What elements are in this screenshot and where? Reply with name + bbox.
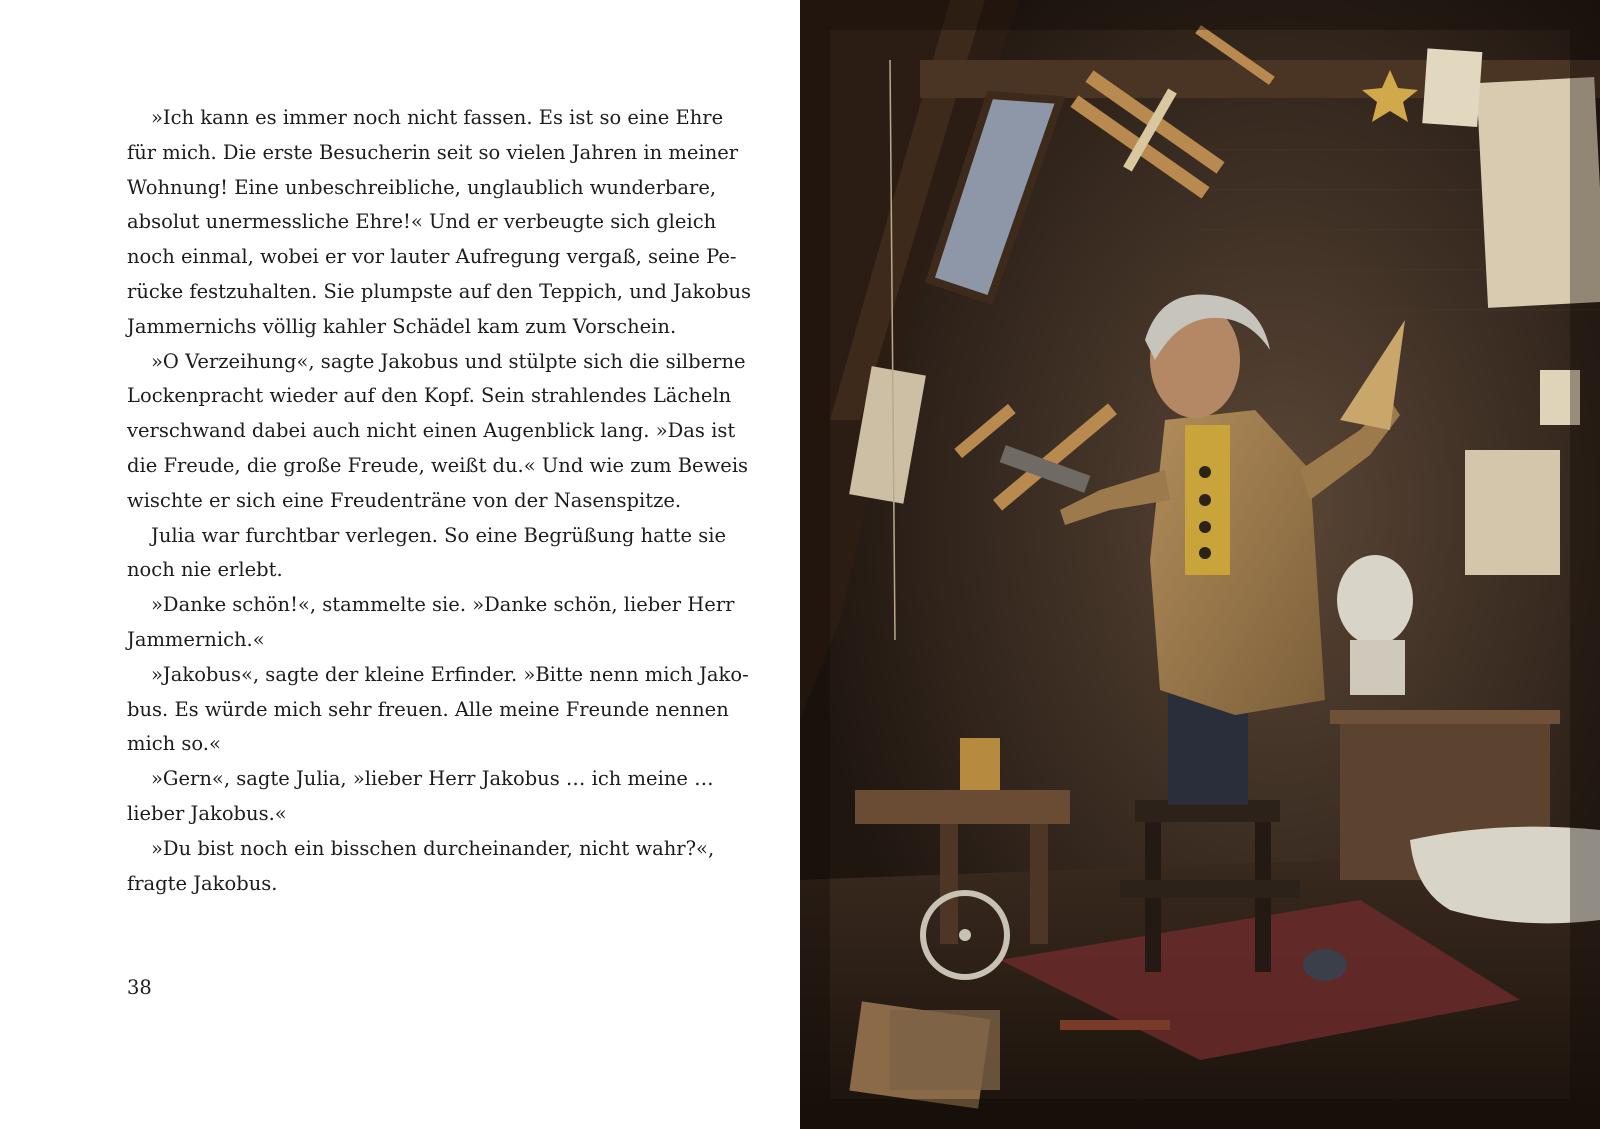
coat-button <box>1199 494 1211 506</box>
text-line: lieber Jakobus.« <box>127 801 287 825</box>
text-line: für mich. Die erste Besucherin seit so vielen Jahren in meiner <box>127 140 739 164</box>
text-line: Jammernichs völlig kahler Schädel kam zum Vorschein. <box>127 314 677 338</box>
paragraph <box>127 345 749 519</box>
text-line: noch einmal, wobei er vor lauter Aufregung vergaß, seine Pe- <box>127 245 737 269</box>
text-line: »Danke schön!«, stammelte sie. »Danke schön, lieber Herr <box>151 593 735 617</box>
text-line: »Du bist noch ein bisschen durcheinander, nicht wahr?«, <box>151 836 715 860</box>
brass-can <box>960 738 1000 790</box>
cabinet-top <box>1330 710 1560 724</box>
wheel-hub <box>959 929 971 941</box>
text-line: Jammernich.« <box>127 627 265 651</box>
toy-bird <box>1303 949 1347 981</box>
story-text <box>127 101 752 901</box>
text-line: wischte er sich eine Freudenträne von der Nasenspitze. <box>127 488 682 512</box>
workbench-leg-right <box>1030 824 1048 944</box>
paragraph <box>127 658 749 762</box>
paragraph <box>127 762 714 832</box>
attic-illustration <box>800 0 1600 1129</box>
paragraph <box>127 588 735 658</box>
stool-step <box>1120 880 1300 898</box>
screwdriver <box>1060 1020 1170 1030</box>
text-line: »O Verzeihung«, sagte Jakobus und stülpte sich die silberne <box>151 349 746 373</box>
text-line: »Ich kann es immer noch nicht fassen. Es ist so eine Ehre <box>151 106 724 129</box>
text-line: mich so.« <box>127 732 221 756</box>
text-line: die Freude, die große Freude, weißt du.« Und wie zum Beweis <box>127 453 749 477</box>
text-line: bus. Es würde mich sehr freuen. Alle meine Freunde nennen <box>127 697 729 721</box>
paragraph <box>127 832 715 902</box>
illustration-page <box>800 0 1600 1129</box>
text-line: verschwand dabei auch nicht einen Augenblick lang. »Das ist <box>127 419 736 443</box>
text-line: Wohnung! Eine unbeschreibliche, unglaublich wunderbare, <box>127 175 717 199</box>
text-line: »Gern«, sagte Julia, »lieber Herr Jakobus … ich meine … <box>151 767 714 791</box>
text-line: rücke festzuhalten. Sie plumpste auf den Teppich, und Jakobus <box>127 279 752 303</box>
text-line: Lockenpracht wieder auf den Kopf. Sein strahlendes Lächeln <box>127 384 732 408</box>
workbench-top <box>855 790 1070 824</box>
paragraph <box>127 101 752 345</box>
text-line: noch nie erlebt. <box>127 558 283 582</box>
paragraph <box>127 519 726 589</box>
text-line: Julia war furchtbar verlegen. So eine Begrüßung hatte sie <box>151 523 726 547</box>
coat-button <box>1199 521 1211 533</box>
workbench-leg-left <box>940 824 958 944</box>
text-line: absolut unermessliche Ehre!« Und er verbeugte sich gleich <box>127 210 717 234</box>
text-line: fragte Jakobus. <box>127 871 278 895</box>
wall-note <box>1422 48 1482 127</box>
text-line: »Jakobus«, sagte der kleine Erfinder. »Bitte nenn mich Jako- <box>151 662 749 686</box>
coat-button <box>1199 466 1211 478</box>
plaster-bust-head <box>1337 555 1413 645</box>
floor-box <box>890 1010 1000 1090</box>
plaster-bust-base <box>1350 640 1405 695</box>
wall-sketch-small <box>1465 450 1560 575</box>
coat-button <box>1199 547 1211 559</box>
page-number: 38 <box>127 976 152 999</box>
